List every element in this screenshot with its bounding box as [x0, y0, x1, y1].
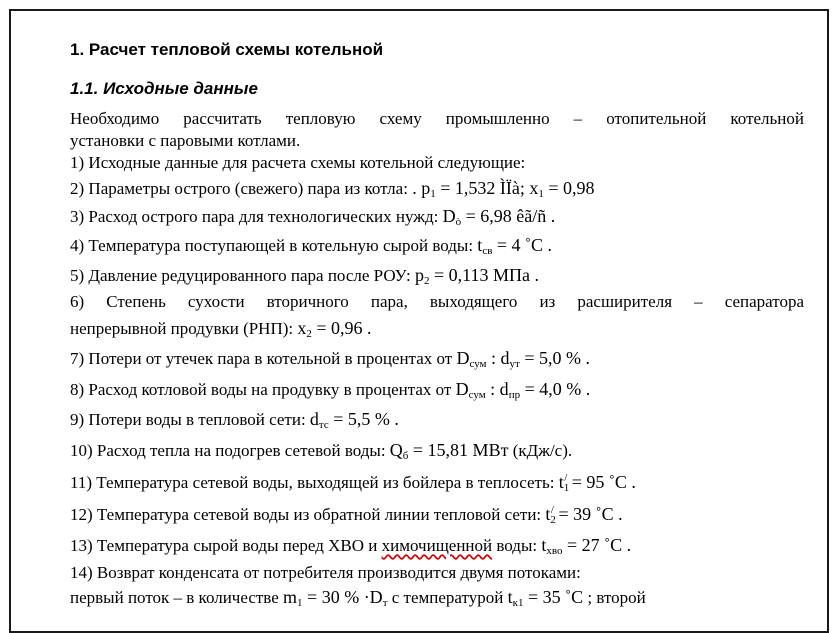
item-11: 11) Температура сетевой воды, выходящей из бойлера в теплосеть: $t_1^/ = 95$ ˚C . [70, 472, 636, 494]
formula: $Q_б = 15,81$ МВт [389, 440, 509, 462]
intro-line-1: Необходимо рассчитать тепловую схему промышленно – отопительной котельной [70, 109, 804, 128]
formula: $D_{сум}$ : $d_{пр} = 4,0$ % . [455, 379, 591, 401]
item-6-line-2: непрерывной продувки (РНП): $x_2 = 0,96$ . [70, 318, 372, 340]
item-1: 1) Исходные данные для расчета схемы котельной следующие: [70, 153, 526, 172]
item-8: 8) Расход котловой воды на продувку в процентах от $D_{сум}$ : $d_{пр} = 4,0$ % . [70, 379, 591, 401]
formula: $D_ò = 6,98$ êã/ñ . [442, 206, 556, 228]
section-heading: 1. Расчет тепловой схемы котельной [70, 40, 384, 59]
formula: $t_1^/ = 95$ ˚C . [558, 472, 636, 494]
item-5: 5) Давление редуцированного пара после РОУ: $p_2 = 0,113$ МПа . [70, 265, 539, 287]
item-6-line-1: 6) Степень сухости вторичного пара, выходящего из расширителя – сепаратора [70, 292, 804, 311]
formula: $x_2 = 0,96$ . [297, 318, 372, 340]
item-14-line-1: 14) Возврат конденсата от потребителя производится двумя потоками: [70, 563, 581, 582]
formula: $m_1 = 30$ % $\cdot D_т$ [283, 587, 388, 609]
subsection-heading: 1.1. Исходные данные [70, 79, 258, 98]
formula: $t_{св} = 4$ ˚C . [477, 235, 553, 257]
item-7: 7) Потери от утечек пара в котельной в процентах от $D_{сум}$ : $d_{ут} = 5,0$ % . [70, 348, 590, 370]
item-9: 9) Потери воды в тепловой сети: $d_{тс} = 5,5$ % . [70, 409, 399, 431]
item-12: 12) Температура сетевой воды из обратной линии тепловой сети: $t_2^/ = 39$ ˚C . [70, 504, 623, 526]
spellcheck-word: химочищенной [381, 536, 493, 555]
item-14-line-2: первый поток – в количестве $m_1 = 30$ % $\cdot D_т$ с температурой $t_{к1} = 35$ ˚C ; второй [70, 587, 646, 609]
item-10: 10) Расход тепла на подогрев сетевой воды: $Q_б = 15,81$ МВт (кДж/с). [70, 440, 573, 462]
formula: $t_{хво} = 27$ ˚C . [541, 535, 632, 557]
formula: $p_2 = 0,113$ МПа . [415, 265, 539, 287]
formula: $t_2^/ = 39$ ˚C . [545, 504, 623, 526]
formula: $t_{к1} = 35$ ˚C [507, 587, 584, 609]
formula: $D_{сум}$ : $d_{ут} = 5,0$ % . [456, 348, 590, 370]
item-2: 2) Параметры острого (свежего) пара из котла: . $p_1 = 1,532$ ÌÏà; $x_1 = 0,98$ [70, 178, 595, 200]
item-4: 4) Температура поступающей в котельную сырой воды: $t_{св} = 4$ ˚C . [70, 235, 553, 257]
formula: $d_{тс} = 5,5$ % . [309, 409, 399, 431]
item-13: 13) Температура сырой воды перед ХВО и химочищенной воды: $t_{хво} = 27$ ˚C . [70, 535, 632, 557]
formula: . $p_1 = 1,532$ ÌÏà; $x_1 = 0,98$ [412, 178, 595, 200]
item-3: 3) Расход острого пара для технологических нужд: $D_ò = 6,98$ êã/ñ . [70, 206, 556, 228]
intro-line-2: установки с паровыми котлами. [70, 131, 301, 150]
